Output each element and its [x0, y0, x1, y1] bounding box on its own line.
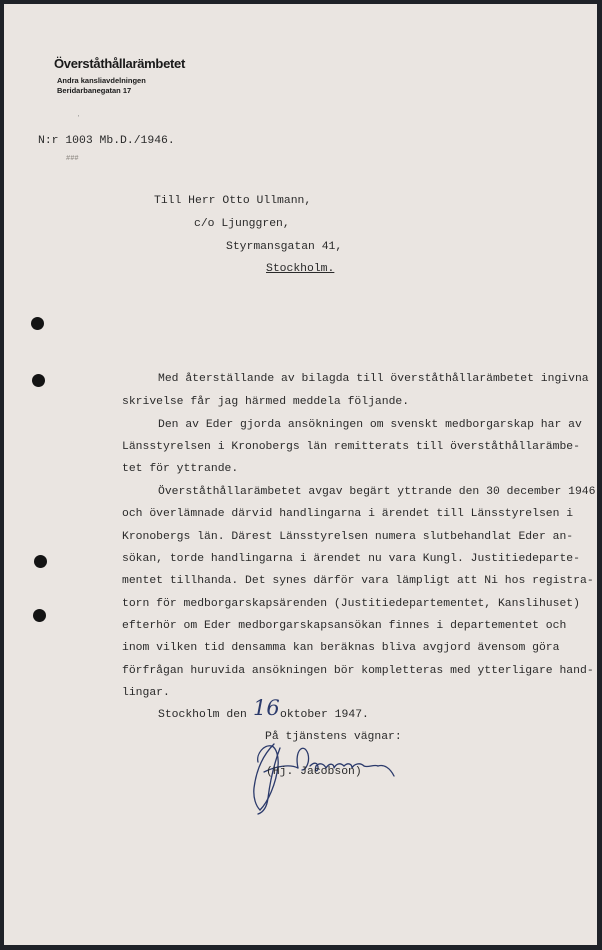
- body-line: efterhör om Eder medborgarskapsansökan finnes i departementet och: [122, 620, 567, 632]
- organization-address: Beridarbanegatan 17: [57, 86, 132, 95]
- punch-hole: [34, 555, 47, 568]
- body-line: och överlämnade därvid handlingarna i ärendet till Länsstyrelsen i: [122, 508, 574, 520]
- recipient-city: Stockholm.: [266, 263, 335, 275]
- signatory-name: (Hj. Jacobson): [266, 766, 362, 778]
- body-line: torn för medborgarskapsärenden (Justitiedepartementet, Kanslihuset): [122, 598, 580, 610]
- punch-hole: [32, 374, 45, 387]
- body-line: lingar.: [122, 687, 170, 699]
- recipient-line-3: Styrmansgatan 41,: [226, 241, 343, 253]
- organization-name: Överståthållarämbetet: [54, 56, 185, 71]
- faint-stamp-mark: ###: [66, 155, 79, 163]
- body-line: inom vilken tid densamma kan beräknas bliva avgjord ävensom göra: [122, 642, 560, 654]
- recipient-line-1: Till Herr Otto Ullmann,: [154, 195, 312, 207]
- body-line: Kronobergs län. Därest Länsstyrelsen numera slutbehandlat Eder an-: [122, 531, 574, 543]
- closing-phrase: På tjänstens vägnar:: [265, 731, 402, 743]
- body-line: tet för yttrande.: [122, 463, 239, 475]
- tick-mark: ˈ: [77, 114, 80, 123]
- letterhead: [54, 56, 185, 96]
- reference-number: N:r 1003 Mb.D./1946.: [38, 135, 175, 147]
- body-line: Med återställande av bilagda till överståthållarämbetet ingivna: [158, 373, 589, 385]
- letter-page: [4, 4, 597, 945]
- body-line: förfrågan huruvida ansökningen bör kompletteras med ytterligare hand-: [122, 665, 594, 677]
- department-name: Andra kansliavdelningen: [57, 76, 146, 85]
- recipient-line-2: c/o Ljunggren,: [194, 218, 290, 230]
- date-suffix: oktober 1947.: [280, 709, 369, 721]
- body-line: sökan, torde handlingarna i ärendet nu vara Kungl. Justitiedeparte-: [122, 553, 580, 565]
- handwritten-day: 16: [253, 696, 280, 720]
- body-line: skrivelse får jag härmed meddela följande.: [122, 396, 410, 408]
- body-line: Överståthållarämbetet avgav begärt yttrande den 30 december 1946: [158, 486, 596, 498]
- body-line: Den av Eder gjorda ansökningen om svenskt medborgarskap har av: [158, 419, 582, 431]
- date-prefix: Stockholm den: [158, 709, 247, 721]
- punch-hole: [31, 317, 44, 330]
- body-line: Länsstyrelsen i Kronobergs län remitterats till överståthållarämbe-: [122, 441, 580, 453]
- punch-hole: [33, 609, 46, 622]
- body-line: mentet tillhanda. Det synes därför vara lämpligt att Ni hos registra-: [122, 575, 594, 587]
